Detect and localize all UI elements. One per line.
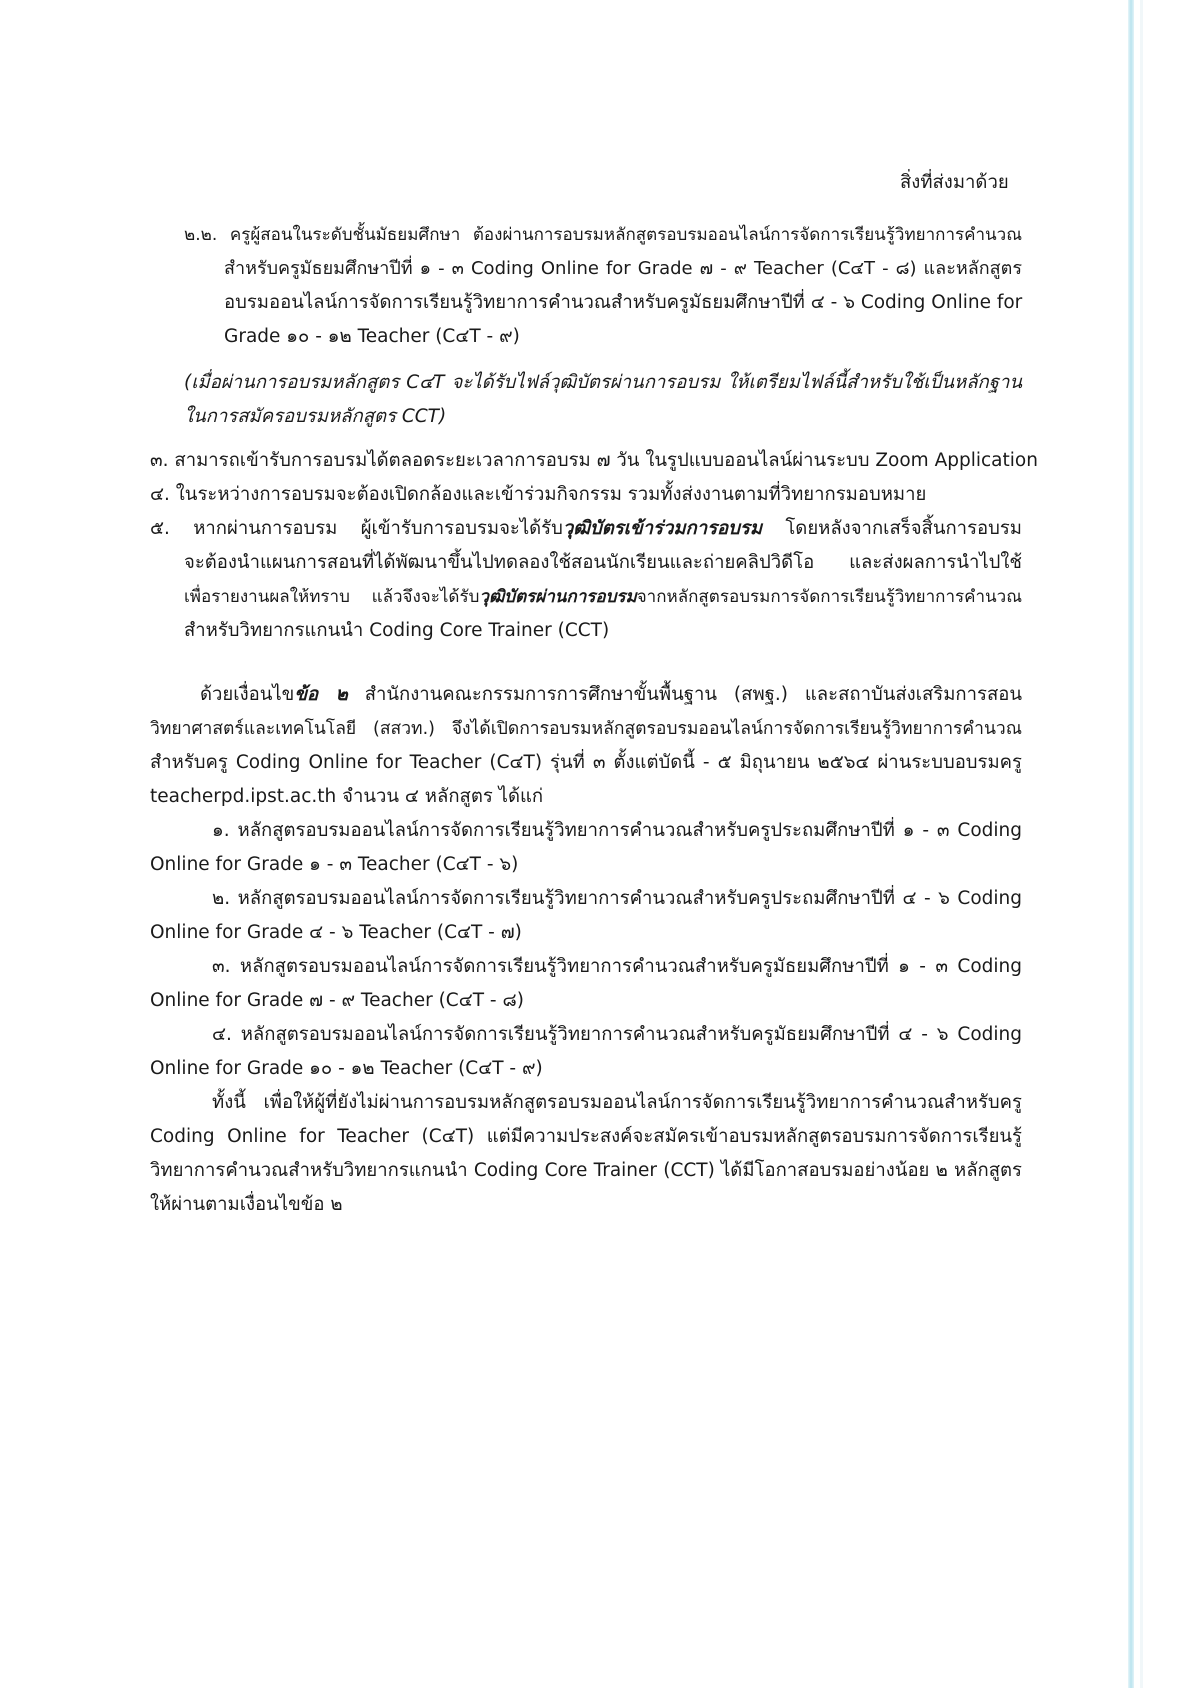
enclosure-label: สิ่งที่ส่งมาด้วย bbox=[900, 172, 1009, 193]
section-2-2-line-4: Grade ๑๐ - ๑๒ Teacher (C๔T - ๙) bbox=[224, 326, 520, 347]
course-4-line-1: ๔. หลักสูตรอบรมออนไลน์การจัดการเรียนรู้วิทยาการคำนวณสำหรับครูมัธยมศึกษาปีที่ ๔ - ๖ Coding bbox=[212, 1024, 1022, 1045]
course-1-line-1: ๑. หลักสูตรอบรมออนไลน์การจัดการเรียนรู้วิทยาการคำนวณสำหรับครูประถมศึกษาปีที่ ๑ - ๓ Coding bbox=[212, 820, 1022, 841]
note-line-1: (เมื่อผ่านการอบรมหลักสูตร C๔T จะได้รับไฟล์วุฒิบัตรผ่านการอบรม ให้เตรียมไฟล์นี้สำหรับใช้เป็นหลักฐาน bbox=[184, 372, 1022, 393]
final-para-line-4: ให้ผ่านตามเงื่อนไขข้อ ๒ bbox=[150, 1194, 343, 1215]
section-2-2-line-2: สำหรับครูมัธยมศึกษาปีที่ ๑ - ๓ Coding Online for Grade ๗ - ๙ Teacher (C๔T - ๘) และหลักสูตร bbox=[224, 258, 1022, 279]
item-5-line-2: จะต้องนำแผนการสอนที่ได้พัฒนาขึ้นไปทดลองใช้สอนนักเรียนและถ่ายคลิปวิดีโอ และส่งผลการนำไปใช้ bbox=[184, 552, 1022, 573]
certificate-pass-emphasis: วุฒิบัตรผ่านการอบรม bbox=[479, 587, 637, 607]
condition-text-a: ด้วยเงื่อนไข bbox=[200, 684, 295, 705]
scan-edge-strip bbox=[1128, 0, 1134, 1688]
condition-para-line-4: teacherpd.ipst.ac.th จำนวน ๔ หลักสูตร ได้แก่ bbox=[150, 786, 544, 807]
course-1-line-2: Online for Grade ๑ - ๓ Teacher (C๔T - ๖) bbox=[150, 854, 519, 875]
final-para-line-1: ทั้งนี้ เพื่อให้ผู้ที่ยังไม่ผ่านการอบรมหลักสูตรอบรมออนไลน์การจัดการเรียนรู้วิทยาการคำนวณสำหรับครู bbox=[212, 1092, 1022, 1113]
item-4-line: ๔. ในระหว่างการอบรมจะต้องเปิดกล้องและเข้าร่วมกิจกรรม รวมทั้งส่งงานตามที่วิทยากรมอบหมาย bbox=[150, 484, 927, 505]
condition-para-line-2: วิทยาศาสตร์และเทคโนโลยี (สสวท.) จึงได้เปิดการอบรมหลักสูตรอบรมออนไลน์การจัดการเรียนรู้วิทยาการคำนวณ bbox=[150, 719, 1022, 739]
certificate-attendance-emphasis: วุฒิบัตรเข้าร่วมการอบรม bbox=[562, 518, 763, 539]
item-5-line-3 bbox=[184, 582, 1022, 612]
course-2-line-1: ๒. หลักสูตรอบรมออนไลน์การจัดการเรียนรู้วิทยาการคำนวณสำหรับครูประถมศึกษาปีที่ ๔ - ๖ Coding bbox=[212, 888, 1022, 909]
scan-edge-strip-light bbox=[1140, 0, 1143, 1688]
section-2-2-line-1: ๒.๒. ครูผู้สอนในระดับชั้นมัธยมศึกษา ต้องผ่านการอบรมหลักสูตรอบรมออนไลน์การจัดการเรียนรู้วิทยาการคำนวณ bbox=[184, 225, 1022, 245]
condition-text-c: สำนักงานคณะกรรมการการศึกษาขั้นพื้นฐาน (สพฐ.) และสถาบันส่งเสริมการสอน bbox=[347, 684, 1022, 705]
item-5-text-c: โดยหลังจากเสร็จสิ้นการอบรม bbox=[762, 518, 1022, 539]
final-para-line-2: Coding Online for Teacher (C๔T) แต่มีความประสงค์จะสมัครเข้าอบรมหลักสูตรอบรมการจัดการเรียนรู้ bbox=[150, 1126, 1022, 1147]
item-5-line-4: สำหรับวิทยากรแกนนำ Coding Core Trainer (CCT) bbox=[184, 620, 610, 641]
course-4-line-2: Online for Grade ๑๐ - ๑๒ Teacher (C๔T - ๙) bbox=[150, 1058, 543, 1079]
condition-para-line-3: สำหรับครู Coding Online for Teacher (C๔T) รุ่นที่ ๓ ตั้งแต่บัดนี้ - ๕ มิถุนายน ๒๕๖๔ ผ่านระบบอบรมครู bbox=[150, 752, 1022, 773]
item-5-text-a: ๕. หากผ่านการอบรม ผู้เข้ารับการอบรมจะได้รับ bbox=[150, 518, 563, 539]
final-para-line-3: วิทยาการคำนวณสำหรับวิทยากรแกนนำ Coding Core Trainer (CCT) ได้มีโอกาสอบรมอย่างน้อย ๒ หลักสูตร bbox=[150, 1160, 1022, 1181]
condition-para-line-1 bbox=[200, 680, 1022, 710]
course-3-line-2: Online for Grade ๗ - ๙ Teacher (C๔T - ๘) bbox=[150, 990, 524, 1011]
item-5-text-3a: เพื่อรายงานผลให้ทราบ แล้วจึงจะได้รับ bbox=[184, 587, 480, 607]
course-3-line-1: ๓. หลักสูตรอบรมออนไลน์การจัดการเรียนรู้วิทยาการคำนวณสำหรับครูมัธยมศึกษาปีที่ ๑ - ๓ Coding bbox=[212, 956, 1022, 977]
item-3-line: ๓. สามารถเข้ารับการอบรมได้ตลอดระยะเวลาการอบรม ๗ วัน ในรูปแบบออนไลน์ผ่านระบบ Zoom Application bbox=[150, 450, 1038, 471]
condition-emphasis: ข้อ ๒ bbox=[294, 684, 348, 705]
section-2-2-line-3: อบรมออนไลน์การจัดการเรียนรู้วิทยาการคำนวณสำหรับครูมัธยมศึกษาปีที่ ๔ - ๖ Coding Online for bbox=[224, 292, 1023, 313]
item-5-line-1 bbox=[150, 514, 1022, 544]
course-2-line-2: Online for Grade ๔ - ๖ Teacher (C๔T - ๗) bbox=[150, 922, 522, 943]
note-line-2: ในการสมัครอบรมหลักสูตร CCT) bbox=[184, 406, 447, 427]
item-5-text-3c: จากหลักสูตรอบรมการจัดการเรียนรู้วิทยาการคำนวณ bbox=[636, 587, 1022, 607]
